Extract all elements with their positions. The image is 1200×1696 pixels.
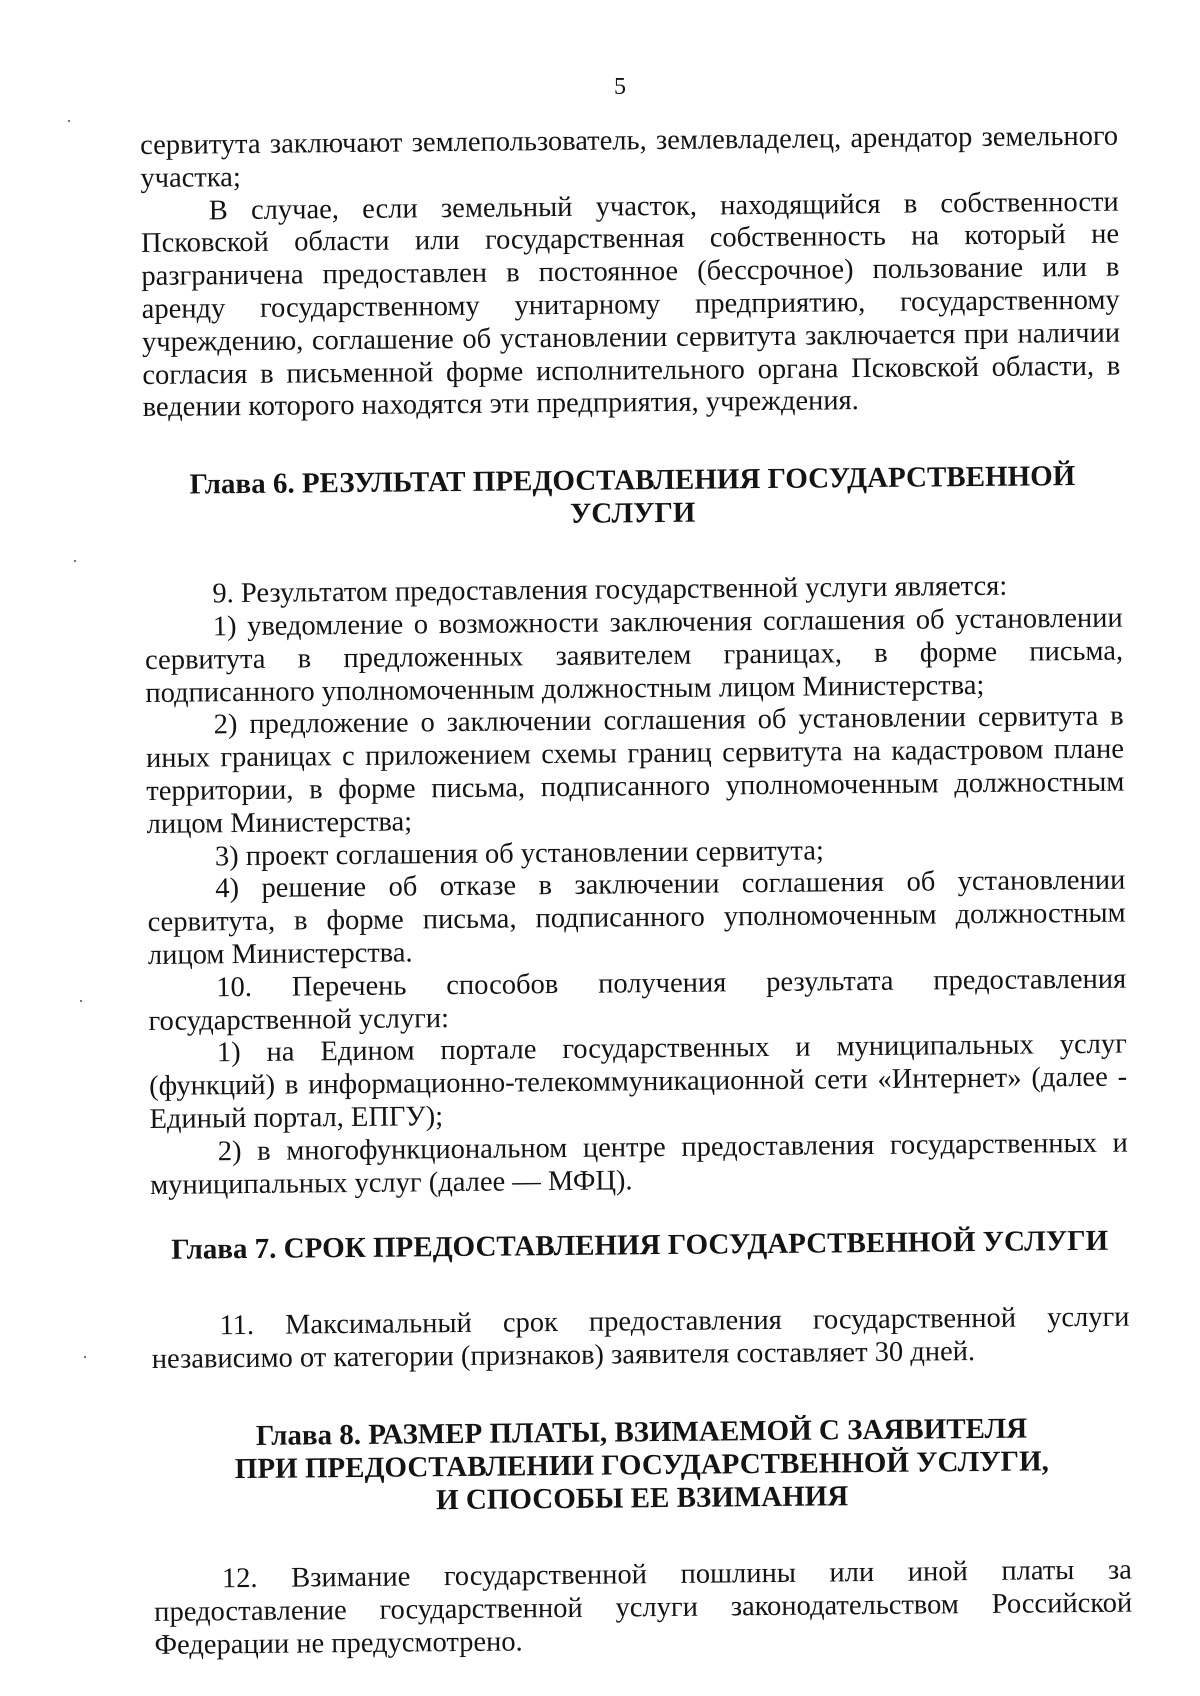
scan-mark: [68, 120, 70, 122]
chapter-6-title-line1: Глава 6. РЕЗУЛЬТАТ ПРЕДОСТАВЛЕНИЯ ГОСУДАРСТВЕННОЙ: [189, 460, 1076, 501]
chapter-8-title-line3: И СПОСОБЫ ЕЕ ВЗИМАНИЯ: [435, 1480, 849, 1517]
item-9-4: 4) решение об отказе в заключении соглашения об установлении сервитута, в форме письма, подписанного уполномоченным должностным лицом Министерства.: [147, 864, 1126, 971]
item-9-3: 3) проект соглашения об установлении сервитута;: [214, 835, 824, 872]
item-12: 12. Взимание государственной пошлины или иной платы за предоставление государственной услуги законодательством Российской Федерации не предусмотрено.: [154, 1554, 1133, 1661]
chapter-7-title: Глава 7. СРОК ПРЕДОСТАВЛЕНИЯ ГОСУДАРСТВЕННОЙ УСЛУГИ: [171, 1225, 1109, 1267]
chapter-8-title-line1: Глава 8. РАЗМЕР ПЛАТЫ, ВЗИМАЕМОЙ С ЗАЯВИТЕЛЯ: [255, 1412, 1028, 1452]
scan-mark: [80, 1000, 82, 1002]
item-10-1: 1) на Едином портале государственных и муниципальных услуг (функций) в информационно-телекоммуникационной сети «Интернет» (далее - Единый портал, ЕПГУ);: [149, 1028, 1128, 1135]
intro-paragraph: В случае, если земельный участок, находящийся в собственности Псковской области или государственная собственность на который не разграничена предоставлен в постоянное (бессрочное) пользование или в аренду государственному унитарному предприятию, государственному учреждению, соглашение об установлении сервитута заключается при наличии согласия в письменной форме исполнительного органа Псковской области, в ведении которого находятся эти предприятия, учреждения.: [140, 186, 1121, 424]
item-9: 9. Результатом предоставления государственной услуги является:: [212, 570, 1008, 610]
chapter-6-title: [143, 460, 1122, 535]
scan-mark: [74, 560, 76, 562]
scan-mark: [84, 1356, 86, 1358]
intro-continuation: сервитута заключают землепользователь, землевладелец, арендатор земельного участка;: [140, 120, 1119, 194]
item-11: 11. Максимальный срок предоставления государственной услуги независимо от категории (признаков) заявителя составляет 30 дней.: [151, 1301, 1130, 1376]
chapter-6-title-line2: УСЛУГИ: [569, 496, 696, 531]
item-10-2: 2) в многофункциональном центре предоставления государственных и муниципальных услуг (далее — МФЦ).: [149, 1127, 1128, 1201]
page-number: 5: [614, 74, 626, 100]
document-body: [140, 121, 1133, 1663]
item-9-2: 2) предложение о заключении соглашения об установлении сервитута в иных границах с приложением схемы границ сервитута на кадастровом плане территории, в форме письма, подписанного уполномоченным должностным лицом Министерства;: [145, 700, 1125, 840]
chapter-8-title-line2: ПРИ ПРЕДОСТАВЛЕНИИ ГОСУДАРСТВЕННОЙ УСЛУГИ,: [234, 1445, 1050, 1486]
chapter-8-title: [152, 1411, 1131, 1519]
item-10: 10. Перечень способов получения результата предоставления государственной услуги:: [148, 963, 1127, 1037]
item-9-1: 1) уведомление о возможности заключения соглашения об установлении сервитута в предложенных заявителем границах, в форме письма, подписанного уполномоченным должностным лицом Министерства;: [144, 602, 1124, 709]
